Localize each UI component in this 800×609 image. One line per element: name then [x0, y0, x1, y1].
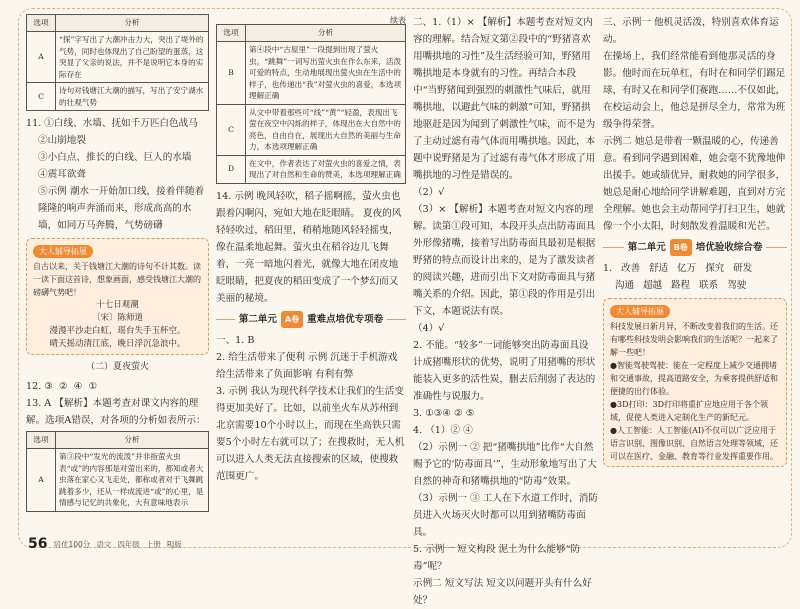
answer-line: （2）示例一 ② 把“猪嘴拱地”比作“大自然赐予它的‘防毒面具’”，生动形象地写出了大自然的神奇和猪嘴拱地的“防毒”效果。	[413, 442, 597, 487]
answer-line: 在操场上，我们经常能看到他那灵活的身影。他时而在玩单杠，有时在和同学们踢足球，有时又在和同学们赛跑……不仅如此，在校运动会上，他总是拼尽全力，常常为班级争得荣誉。	[603, 51, 786, 130]
table-cell-key: C	[217, 104, 246, 155]
poem-author: 〔宋〕陈师道	[91, 313, 143, 323]
continued-label: 续表	[390, 16, 406, 25]
vocab-word: 1. 改善	[603, 263, 641, 274]
vocab-row	[603, 277, 787, 294]
tutor-extension-box	[26, 238, 209, 355]
table-row	[27, 32, 209, 83]
section-subtitle: 培优验收综合卷	[695, 242, 763, 253]
table-row	[27, 449, 209, 512]
box-text: 自古以来，关于钱塘江大潮的诗句不计其数。读一读下面这首诗，想象画面，感受钱塘江大潮的磅礴气势吧！	[33, 262, 201, 297]
vocab-word: 驾驶	[727, 280, 747, 291]
vocab-word: 超越	[643, 280, 663, 291]
section-header-b	[603, 239, 787, 256]
table-header-analysis: 分析	[56, 432, 209, 449]
vocab-word: 研发	[733, 263, 753, 274]
section-header-a	[216, 311, 406, 328]
poem-line: 漫漫平沙走白虹，瑶台失手玉杯空。	[49, 326, 186, 336]
table-header-analysis: 分析	[56, 15, 209, 32]
table-cell-text: 诗句对钱塘江大潮的描写，写出了安宁湖水的壮观气势	[56, 83, 209, 111]
poem	[33, 299, 202, 351]
analysis-table-bottom	[26, 431, 209, 512]
q11-line: 11. ①白线、水墙、抚如千万匹白色战马	[26, 118, 198, 129]
box-header: 大人辅导拓展	[33, 245, 93, 258]
poem-line: 晴天摇动清江底，晚日浮沉急浪中。	[49, 339, 186, 349]
section-subtitle: 重难点培优专项卷	[307, 313, 384, 325]
answer-line: 5. 示例一 短文构段 泥土为什么能够“防毒”呢？	[413, 544, 581, 572]
q11-line: ⑤示例 潮水一开始加口线，接着伴随着隆隆的响声奔涌而来，形成高高的水墙，如同万马奔腾，气势磅礴	[38, 186, 205, 231]
table-header-option: 选项	[27, 15, 56, 32]
section-title: 第二单元	[627, 242, 666, 253]
vocab-word: 亿万	[677, 263, 697, 274]
footer-text: RJ版	[166, 539, 182, 549]
section-rule	[216, 319, 235, 320]
tutor-extension-box	[603, 298, 787, 467]
analysis-table-top	[26, 14, 209, 111]
box-header: 大人辅导拓展	[610, 305, 670, 318]
vocab-row	[603, 260, 787, 277]
q12-item: ④	[73, 381, 83, 392]
table-header-analysis: 分析	[246, 25, 406, 42]
table-header-option: 选项	[217, 25, 246, 42]
table-cell-key: A	[27, 449, 56, 512]
table-cell-key: B	[217, 42, 246, 105]
q11-line: ②山崩地裂	[38, 135, 86, 146]
section-rule	[603, 247, 624, 248]
q12-line	[26, 378, 209, 395]
table-cell-text: “探”字写出了大潮冲击力大，突出了堤外的气势，同时也体现出了自己盼望的蛋蒸，这突显了父亲的说法，并不是说明它本身的实际存在	[56, 32, 209, 83]
poem-title: 十七日观潮	[96, 300, 139, 310]
footer-text: 四年级	[117, 539, 140, 549]
vocab-word: 路程	[671, 280, 691, 291]
footer-text: 上册	[145, 539, 161, 549]
answer-line: 2. 不能。“较多”一词能够突出防毒面具设计成猪嘴形状的优势，说明了用猪嘴的形状能装入更多的活性炭，删去后削弱了表达的准确性与说服力。	[413, 340, 596, 402]
section-title: 第二单元	[238, 313, 277, 325]
q12-item: ①	[88, 381, 98, 392]
box-text: 科技发展日新月异，不断改变着我们的生活。还有哪些科技发明会影响我们的生活呢？一起来了解一些吧！	[610, 322, 778, 357]
q12-item: 12. ③	[26, 381, 53, 392]
page-footer	[28, 536, 182, 552]
footer-text: 培优100分	[53, 539, 91, 549]
answer-line: 4. （1）② ④	[413, 425, 473, 436]
section-rule	[766, 247, 787, 248]
table-row	[217, 155, 406, 183]
q11-line: ③小白点、推长的白线、巨人的水墙	[38, 152, 192, 163]
table-cell-text: 在文中，作者表达了对萤火虫的喜爱之情，表现出了对自然和生命的赞美，本选项理解正确	[246, 155, 406, 183]
vocab-word: 沟通	[615, 280, 635, 291]
table-cell-text: 从文中带着那些可“线”“黄”“轻盈，表现出飞萤在夜空中闪烁的样子，体现出在大自然中的亮色，自由自在，展现出大自然的美丽与生命力，本选项理解正确	[246, 104, 406, 155]
section-pill: A卷	[281, 311, 303, 328]
footer-text: 语文	[96, 539, 112, 549]
table-row	[217, 104, 406, 155]
answer-line: 示例二 她总是带着一颗温暖的心，传递善意。看到同学遇到困难，她会毫不犹豫地伸出援手。她或绩优异，耐救她的同学很多，她总是耐心地给同学讲解难题，直到对方完全理解。她也会主动帮同学打扫卫生，她就像一个小太阳，时刻散发着温暖和光芒。	[603, 136, 786, 232]
vocab-word: 探究	[705, 263, 725, 274]
column-3	[413, 14, 598, 609]
answer-line: 二、1.（1）× 【解析】本题考查对短文内容的理解。结合短文第②段中的“野猪喜欢用嘴拱地的习性”及生活经验可知，野猪用嘴拱地是本身就有的习性。再结合本段中“当野猪闻到强烈的刺激性气味后，就用嘴拱地，以避此气味的刺激”可知，野猪拱地驱赶是因为闻到了刺激性气味，而不是为了主动过滤有毒气体而用嘴拱地。因此，本题中说野猪是为了过滤有毒气体才形成了用嘴拱地的习性是错误的。	[413, 17, 596, 181]
answer-line: 3. ①③④ ② ⑤	[413, 408, 475, 419]
answer-line: （2）√	[413, 187, 445, 198]
answer-line: （4）√	[413, 323, 445, 334]
section-pill: B卷	[670, 239, 692, 256]
box-text: ●智能驾驶驾驶：能在一定程度上减少交通拥堵和交通事故，提高道路安全，为乘客提供舒适和便捷的出行体验。	[610, 361, 778, 396]
page-number: 56	[28, 536, 48, 552]
q12-item: ②	[59, 381, 68, 392]
answer-line: 示例二 短文写法 短文以问题开头有什么好处？	[413, 578, 592, 606]
vocab-word: 舒适	[649, 263, 669, 274]
table-cell-text: 第④段中“古屋里”一段提到出现了萤火虫，“跳舞”一词写出萤火虫在作么东来，活泼可爱的特点，生动地展现出萤火虫在生活中的样子，也传递出“我”对萤火虫的喜爱，本选项理解正确	[246, 42, 406, 105]
box-text: ●人工智能：人工智能(AI)不仅可以广泛应用于语言识别、图像识别、自然语言处理等领域，还可以在医疗、金融、教育等行业发挥重要作用。	[610, 426, 778, 461]
column-2	[216, 14, 406, 485]
table-cell-text: 第③段中“发光的流泼”并非指萤火虫表“或”的内容那是对萤出来的，都知或者大虫落在家心又飞走处，都称或者对于飞舞跳跳着多少，还从一样成流进“或”的心里，是情感与记忆的共象化，大有意味地表示	[56, 449, 209, 512]
answer-item: 2. 给生活带来了便利 示例 沉迷于手机游戏 给生活带来了负面影响 有利有弊	[216, 351, 398, 380]
column-1	[26, 14, 209, 512]
analysis-table-continued	[216, 24, 406, 184]
answer-item: 3. 示例 我认为现代科学技术让我们的生活变得更加美好了。比如，以前坐火车从苏州到北京需要10个小时以上，而现在坐高铁只需要5个小时左右就可以了；在搜救时，无人机可以进入人类无法直接搜索的区域，使搜救范围更广。	[216, 385, 405, 482]
column-4	[603, 14, 787, 471]
answer-line: （3）示例一 ③ 工人在下水道工作时，消防员进入火场灭火时都可以用到猪嘴防毒面具。	[413, 493, 598, 538]
table-header-option: 选项	[27, 432, 56, 449]
table-row	[27, 83, 209, 111]
q13-line: 13. A 【解析】本题考查对课文内容的理解。选项A错误，对各项的分析如表所示：	[26, 398, 206, 426]
box-text: ●3D打印：3D打印将重扩应地应用于各个领域，促使人类进入定制化生产的新纪元。	[610, 400, 768, 422]
table-cell-key: D	[217, 155, 246, 183]
table-cell-key: C	[27, 83, 56, 111]
answer-line: 三、示例一 他机灵活泼，特别喜欢体育运动。	[603, 17, 779, 45]
vocab-word: 联系	[699, 280, 719, 291]
section-rule	[387, 319, 406, 320]
table-cell-key: A	[27, 32, 56, 83]
answer-item: 一、1. B	[216, 334, 255, 346]
answer-line: （3）× 【解析】本题考查对短文内容的理解。读第①段可知，本段开头点出防毒面具外形像猪嘴，接着写出防毒面具最初是根据野猪的特点而设计出来的，是为了激发读者的阅读兴趣，进而引出下文对防毒面具与猪嘴关系的介绍。因此，第①段的作用是引出下文，本题说法有误。	[413, 204, 596, 317]
q14-answer: 14. 示例 晚风轻吹，稻子摇啊摇，萤火虫也跟着闪啊闪，宛如大地在眨眼睛。 夏夜的风轻轻吹过，稻田里，稍稍地随风轻轻摇曳，像在温柔地起舞。萤火虫在稻谷边儿飞舞着，一亮一暗地闪着光，就像大地在闭皮地眨眼睛，把夏夜的稻田变成了一个梦幻而又美丽的秘境。	[216, 190, 402, 304]
q11-line: ④震耳欲聋	[38, 169, 86, 180]
table-row	[217, 42, 406, 105]
subsection-title: （二）夏夜萤火	[85, 362, 149, 372]
